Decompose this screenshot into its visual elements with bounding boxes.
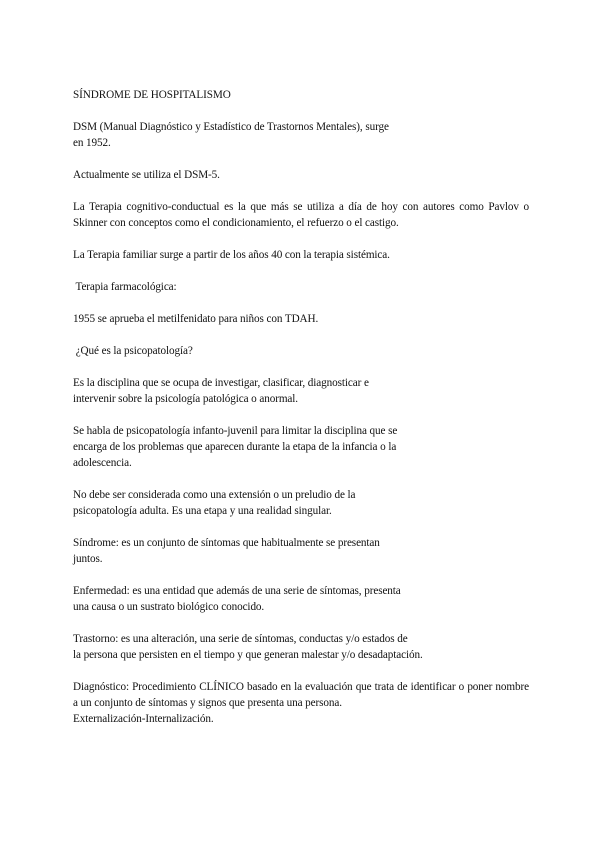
- paragraph-line: Síndrome: es un conjunto de síntomas que habitualmente se presentan: [73, 537, 380, 549]
- paragraph-line: psicopatología adulta. Es una etapa y una realidad singular.: [73, 505, 332, 517]
- paragraph-diagnostico: [73, 679, 529, 727]
- paragraph-line: Es la disciplina que se ocupa de investigar, clasificar, diagnosticar e: [73, 377, 369, 389]
- document-body: [73, 87, 529, 727]
- paragraph-line: Se habla de psicopatología infanto-juvenil para limitar la disciplina que se: [73, 425, 398, 437]
- document-title: [73, 87, 529, 103]
- paragraph-line: ¿Qué es la psicopatología?: [73, 345, 193, 357]
- paragraph-line: la persona que persisten en el tiempo y que generan malestar y/o desadaptación.: [73, 649, 423, 661]
- paragraph-conductual: La Terapia cognitivo-conductual es la que más se utiliza a día de hoy con autores como Pavlov o Skinner con conceptos como el condicionamiento, el refuerzo o el castigo.: [73, 201, 529, 229]
- paragraph-line: encarga de los problemas que aparecen durante la etapa de la infancia o la: [73, 441, 397, 453]
- paragraph-familiar: [73, 247, 529, 263]
- paragraph-line: No debe ser considerada como una extensión o un preludio de la: [73, 489, 356, 501]
- paragraph-infanto-juvenil: [73, 423, 529, 471]
- paragraph-extension: [73, 487, 529, 519]
- paragraph-line: adolescencia.: [73, 457, 132, 469]
- paragraph-trastorno: [73, 631, 529, 663]
- paragraph-line: Enfermedad: es una entidad que además de una serie de síntomas, presenta: [73, 585, 401, 597]
- paragraph-line: juntos.: [73, 553, 103, 565]
- paragraph-line: 1955 se aprueba el metilfenidato para niños con TDAH.: [73, 313, 319, 325]
- paragraph-line: Trastorno: es una alteración, una serie de síntomas, conductas y/o estados de: [73, 633, 408, 645]
- title-text: SÍNDROME DE HOSPITALISMO: [73, 89, 231, 101]
- paragraph-dsm: [73, 119, 529, 151]
- paragraph-dsm5: [73, 167, 529, 183]
- paragraph-line: Terapia farmacológica:: [73, 281, 177, 293]
- paragraph-disciplina: [73, 375, 529, 407]
- paragraph-line: Externalización-Internalización.: [73, 713, 214, 725]
- paragraph-farmacologica: [73, 279, 529, 295]
- paragraph-metilfenidato: [73, 311, 529, 327]
- paragraph-pregunta: [73, 343, 529, 359]
- paragraph-lines: Diagnóstico: Procedimiento CLÍNICO basado en la evaluación que trata de identificar o poner nombre a un conjunto de síntomas y signos que presenta una persona.: [73, 681, 529, 709]
- paragraph-line: La Terapia familiar surge a partir de los años 40 con la terapia sistémica.: [73, 249, 390, 261]
- paragraph-line: DSM (Manual Diagnóstico y Estadístico de Trastornos Mentales), surge: [73, 121, 389, 133]
- paragraph-line: intervenir sobre la psicología patológica o anormal.: [73, 393, 299, 405]
- paragraph-enfermedad: [73, 583, 529, 615]
- paragraph-line: una causa o un sustrato biológico conocido.: [73, 601, 265, 613]
- paragraph-sindrome: [73, 535, 529, 567]
- paragraph-line: en 1952.: [73, 137, 111, 149]
- paragraph-line: Actualmente se utiliza el DSM-5.: [73, 169, 220, 181]
